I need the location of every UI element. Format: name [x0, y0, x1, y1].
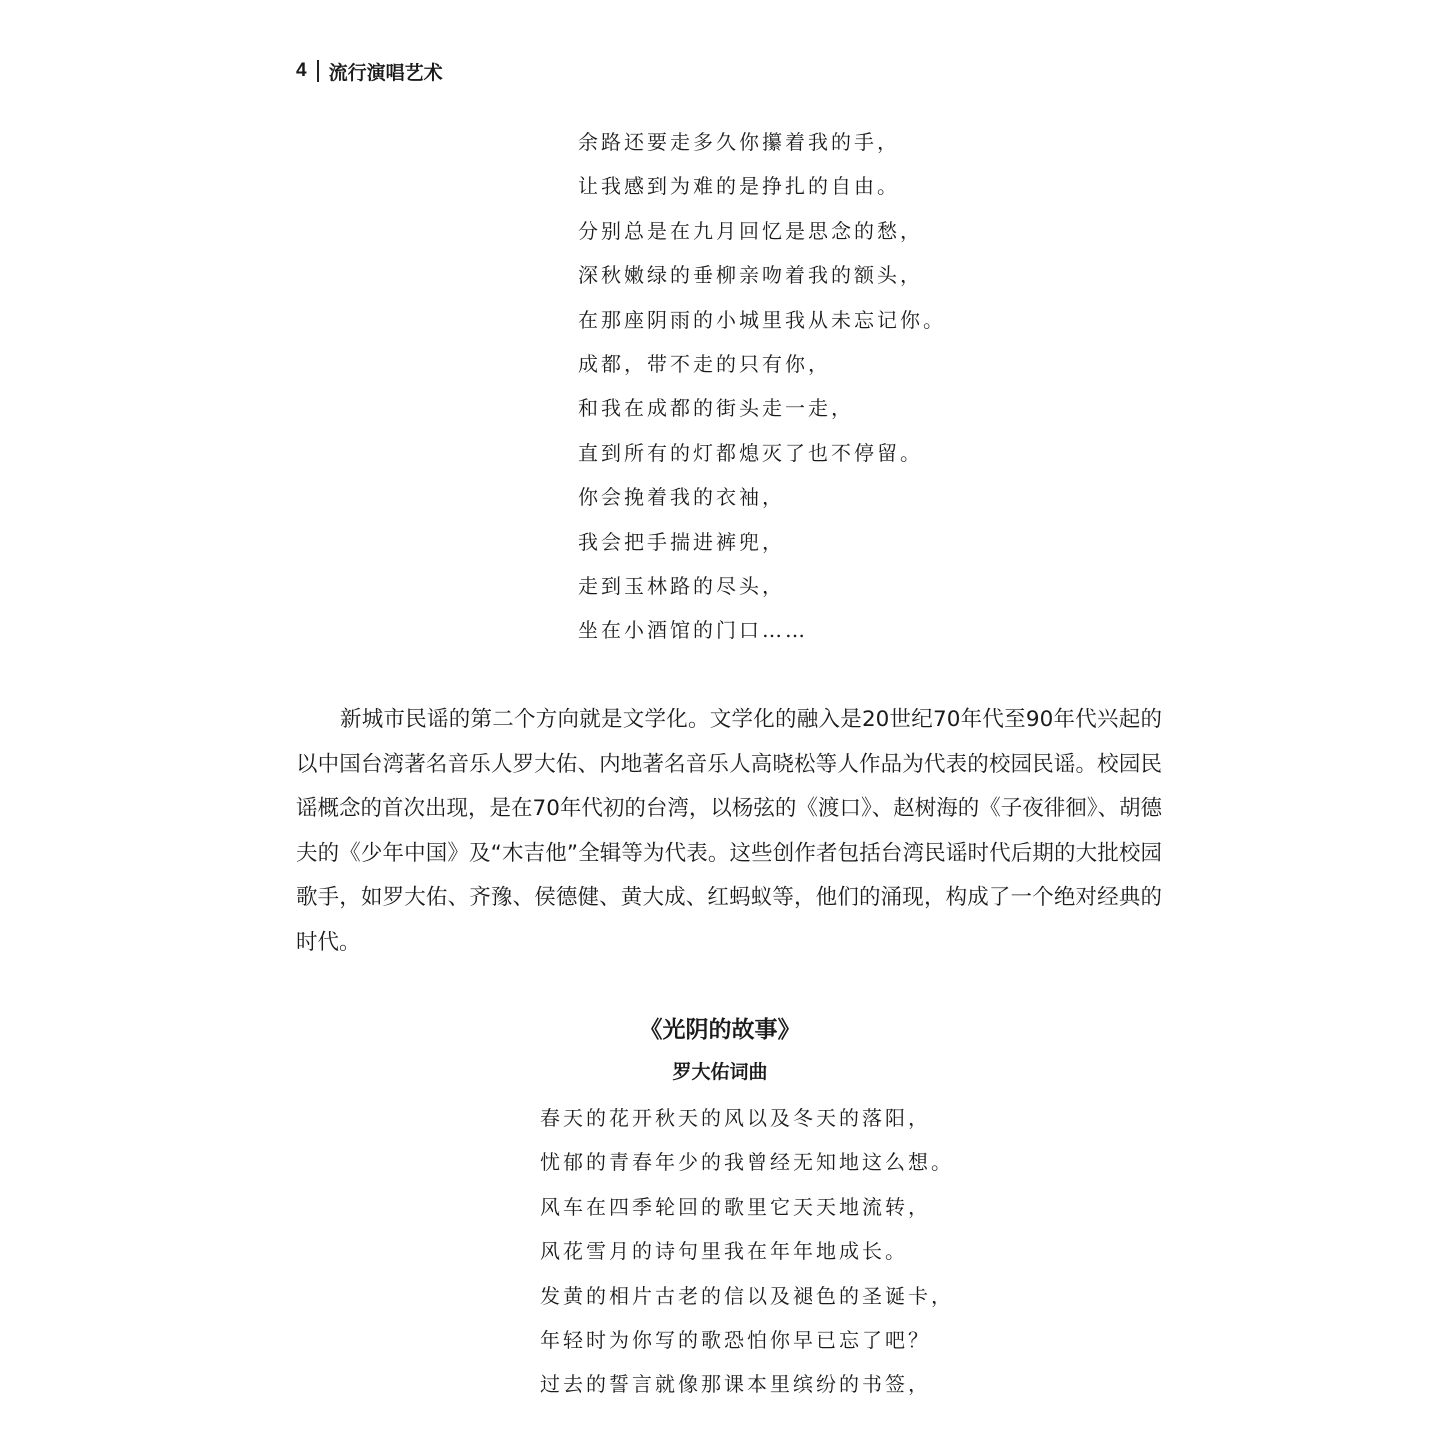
lyric-line: 和我在成都的街头走一走， [578, 396, 854, 421]
lyric-line: 深秋嫩绿的垂柳亲吻着我的额头， [578, 263, 923, 288]
lyric-line: 直到所有的灯都熄灭了也不停留。 [578, 440, 923, 465]
lyric-line: 忧郁的青春年少的我曾经无知地这么想。 [540, 1150, 954, 1175]
song-credit: 罗大佑词曲 [672, 1061, 768, 1083]
lyric-line: 成都，带不走的只有你， [578, 351, 831, 376]
lyric-line: 发黄的相片古老的信以及褪色的圣诞卡， [540, 1283, 954, 1308]
header-divider [317, 60, 319, 82]
lyric-line: 风花雪月的诗句里我在年年地成长。 [540, 1239, 908, 1264]
lyric-line: 年轻时为你写的歌恐怕你早已忘了吧？ [540, 1327, 931, 1352]
lyric-line: 过去的誓言就像那课本里缤纷的书签， [540, 1372, 931, 1397]
page-number: 4 [296, 60, 307, 81]
lyric-line: 走到玉林路的尽头， [578, 573, 785, 598]
lyric-line: 春天的花开秋天的风以及冬天的落阳， [540, 1106, 931, 1130]
lyric-line: 风车在四季轮回的歌里它天天地流转， [540, 1194, 931, 1219]
lyric-line: 你会挽着我的衣袖， [578, 485, 785, 510]
lyrics-block-1 [578, 120, 946, 653]
lyric-line: 让我感到为难的是挣扎的自由。 [578, 174, 900, 199]
lyric-line: 坐在小酒馆的门口…… [578, 618, 808, 643]
body-paragraph: 新城市民谣的第二个方向就是文学化。文学化的融入是20世纪70年代至90年代兴起的以中国台湾著名音乐人罗大佑、内地著名音乐人高晓松等人作品为代表的校园民谣。校园民谣概念的首次出现，是在70年代初的台湾，以杨弦的《渡口》、赵树海的《子夜徘徊》、胡德夫的《少年中国》及“木吉他”全辑等为代表。这些创作者包括台湾民谣时代后期的大批校园歌手，如罗大佑、齐豫、侯德健、黄大成、红蚂蚁等，他们的涌现，构成了一个绝对经典的时代。 [296, 707, 1162, 955]
lyric-line: 我会把手揣进裤兜， [578, 529, 785, 554]
song-title: 《光阴的故事》 [639, 1017, 801, 1043]
book-title: 流行演唱艺术 [328, 62, 443, 84]
lyric-line: 分别总是在九月回忆是思念的愁， [578, 218, 923, 243]
lyric-line: 在那座阴雨的小城里我从未忘记你。 [578, 307, 946, 332]
page-header [296, 56, 443, 86]
lyric-line: 余路还要走多久你攥着我的手， [578, 130, 900, 154]
lyrics-block-2 [540, 1096, 954, 1407]
